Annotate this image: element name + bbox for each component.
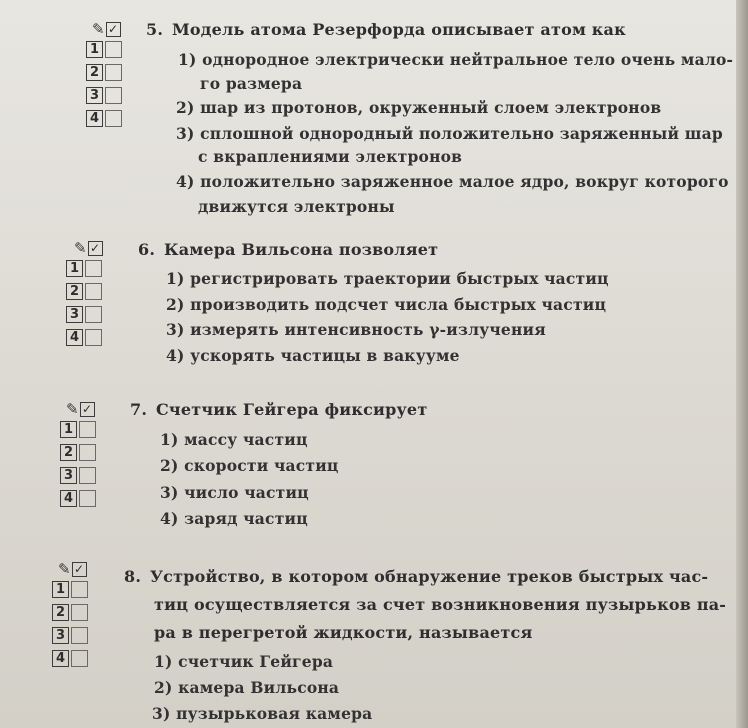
answer-number: 3: [52, 627, 69, 644]
option-4: 4) заряд частиц: [160, 509, 308, 528]
pencil-icon: ✎: [66, 400, 79, 418]
option-2: 2) скорости частиц: [160, 456, 339, 475]
option-1: 1) регистрировать траектории быстрых частиц: [166, 269, 609, 288]
answer-marks: [86, 20, 122, 133]
question-stem: 5. Модель атома Резерфорда описывает атом как: [146, 20, 626, 39]
check-box[interactable]: ✓: [80, 402, 95, 417]
option-1-cont: го размера: [200, 74, 303, 93]
answer-number: 3: [66, 306, 83, 323]
answer-box[interactable]: [85, 306, 102, 323]
answer-box[interactable]: [79, 421, 96, 438]
option-1: 1) массу частиц: [160, 430, 308, 449]
check-box[interactable]: ✓: [72, 562, 87, 577]
question-stem-line-2: тиц осуществляется за счет возникновения пузырьков па-: [154, 595, 727, 614]
page-edge: [736, 0, 748, 728]
question-number: 6.: [138, 240, 156, 259]
check-box[interactable]: ✓: [88, 241, 103, 256]
answer-box[interactable]: [105, 87, 122, 104]
answer-box[interactable]: [79, 444, 96, 461]
answer-number: 3: [60, 467, 77, 484]
answer-box[interactable]: [79, 490, 96, 507]
question-stem: 8. Устройство, в котором обнаружение треков быстрых час-: [124, 567, 709, 586]
option-1: 1) однородное электрически нейтральное тело очень мало-: [178, 50, 734, 69]
answer-box[interactable]: [71, 650, 88, 667]
answer-box[interactable]: [71, 581, 88, 598]
option-4: 4) ускорять частицы в вакууме: [166, 346, 460, 365]
option-3: 3) пузырьковая камера: [152, 704, 373, 723]
pencil-icon: ✎: [92, 20, 105, 38]
question-stem-line-3: ра в перегретой жидкости, называется: [154, 623, 533, 642]
answer-box[interactable]: [85, 283, 102, 300]
option-3: 3) сплошной однородный положительно заряженный шар: [176, 124, 723, 143]
answer-number: 1: [66, 260, 83, 277]
answer-number: 2: [66, 283, 83, 300]
answer-number: 1: [86, 41, 103, 58]
answer-number: 2: [86, 64, 103, 81]
question-stem: 6. Камера Вильсона позволяет: [138, 240, 439, 259]
option-4-cont: движутся электроны: [198, 197, 395, 216]
answer-box[interactable]: [79, 467, 96, 484]
option-2: 2) шар из протонов, окруженный слоем электронов: [176, 98, 662, 117]
answer-marks: [60, 400, 96, 513]
answer-box[interactable]: [85, 329, 102, 346]
answer-box[interactable]: [71, 604, 88, 621]
answer-box[interactable]: [105, 41, 122, 58]
option-3-cont: с вкраплениями электронов: [198, 147, 463, 166]
answer-number: 1: [52, 581, 69, 598]
option-2: 2) камера Вильсона: [154, 678, 340, 697]
question-number: 5.: [146, 20, 164, 39]
option-3: 3) число частиц: [160, 483, 309, 502]
answer-number: 2: [60, 444, 77, 461]
answer-marks: [66, 239, 103, 352]
answer-number: 4: [66, 329, 83, 346]
answer-number: 1: [60, 421, 77, 438]
answer-number: 4: [60, 490, 77, 507]
answer-number: 2: [52, 604, 69, 621]
answer-marks: [52, 560, 88, 673]
pencil-icon: ✎: [74, 239, 87, 257]
answer-box[interactable]: [85, 260, 102, 277]
answer-box[interactable]: [105, 64, 122, 81]
pencil-icon: ✎: [58, 560, 71, 578]
check-box[interactable]: ✓: [106, 22, 121, 37]
answer-box[interactable]: [71, 627, 88, 644]
answer-number: 4: [52, 650, 69, 667]
question-number: 8.: [124, 567, 142, 586]
answer-number: 3: [86, 87, 103, 104]
answer-box[interactable]: [105, 110, 122, 127]
option-3: 3) измерять интенсивность γ-излучения: [166, 320, 546, 339]
option-4: 4) положительно заряженное малое ядро, вокруг которого: [176, 172, 729, 191]
answer-number: 4: [86, 110, 103, 127]
question-stem: 7. Счетчик Гейгера фиксирует: [130, 400, 428, 419]
option-1: 1) счетчик Гейгера: [154, 652, 334, 671]
question-number: 7.: [130, 400, 148, 419]
option-2: 2) производить подсчет числа быстрых частиц: [166, 295, 607, 314]
